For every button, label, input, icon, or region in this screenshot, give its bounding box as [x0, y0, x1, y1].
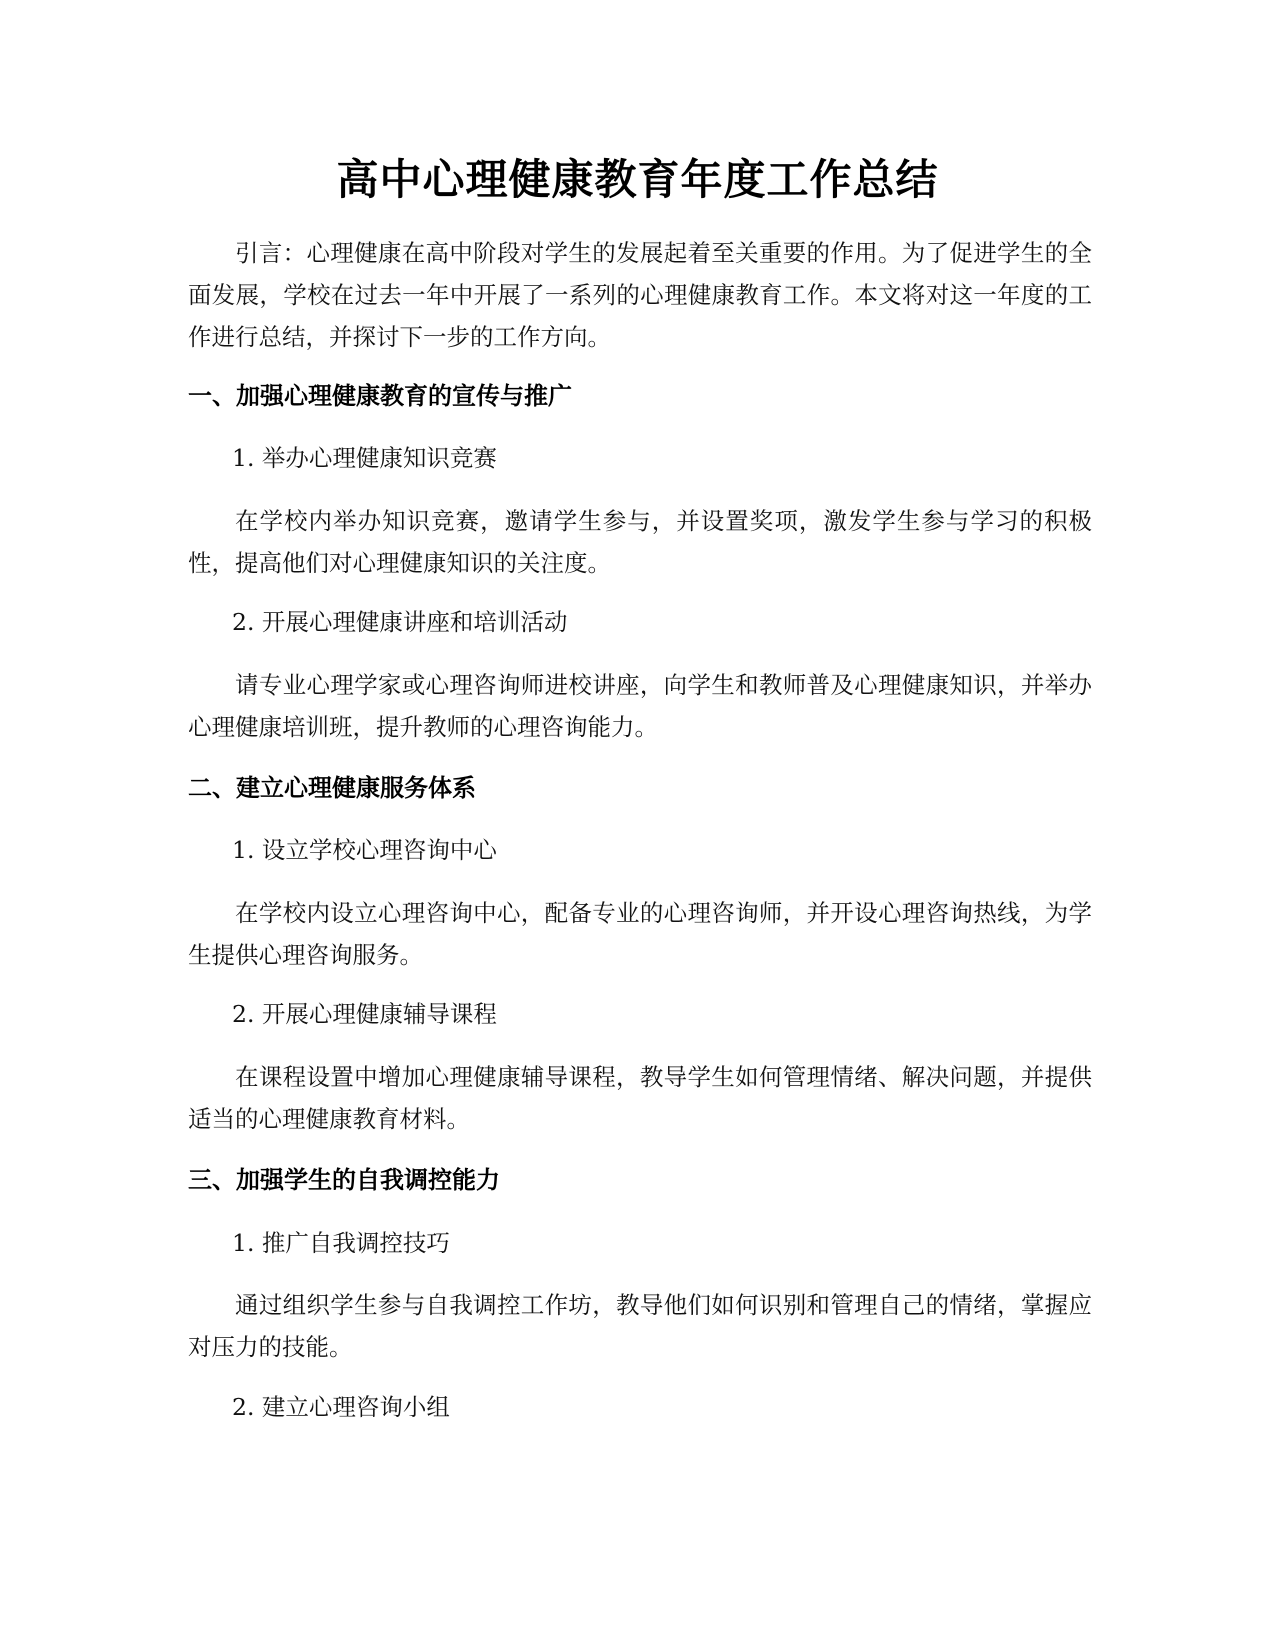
document-title: 高中心理健康教育年度工作总结	[336, 155, 939, 204]
paragraph-1-2: 请专业心理学家或心理咨询师进校讲座，向学生和教师普及心理健康知识，并举办心理健康培训班，提升教师的心理咨询能力。	[188, 671, 1092, 741]
section-heading-1: 一、加强心理健康教育的宣传与推广	[188, 382, 572, 410]
intro-paragraph: 引言：心理健康在高中阶段对学生的发展起着至关重要的作用。为了促进学生的全面发展，学校在过去一年中开展了一系列的心理健康教育工作。本文将对这一年度的工作进行总结，并探讨下一步的工作方向。	[188, 239, 1092, 351]
subheading-1-1: 1. 举办心理健康知识竞赛	[232, 444, 497, 472]
paragraph-3-1: 通过组织学生参与自我调控工作坊，教导他们如何识别和管理自己的情绪，掌握应对压力的技能。	[188, 1291, 1092, 1361]
subheading-3-1: 1. 推广自我调控技巧	[232, 1229, 450, 1257]
paragraph-2-2: 在课程设置中增加心理健康辅导课程，教导学生如何管理情绪、解决问题，并提供适当的心理健康教育材料。	[188, 1063, 1092, 1133]
subheading-3-2: 2. 建立心理咨询小组	[232, 1393, 450, 1421]
subheading-2-1: 1. 设立学校心理咨询中心	[232, 836, 497, 864]
subheading-2-2: 2. 开展心理健康辅导课程	[232, 1000, 497, 1028]
paragraph-1-1: 在学校内举办知识竞赛，邀请学生参与，并设置奖项，激发学生参与学习的积极性，提高他们对心理健康知识的关注度。	[188, 507, 1092, 577]
section-heading-3: 三、加强学生的自我调控能力	[188, 1166, 500, 1194]
paragraph-2-1: 在学校内设立心理咨询中心，配备专业的心理咨询师，并开设心理咨询热线，为学生提供心理咨询服务。	[188, 899, 1092, 969]
subheading-1-2: 2. 开展心理健康讲座和培训活动	[232, 608, 568, 636]
section-heading-2: 二、建立心理健康服务体系	[188, 774, 476, 802]
